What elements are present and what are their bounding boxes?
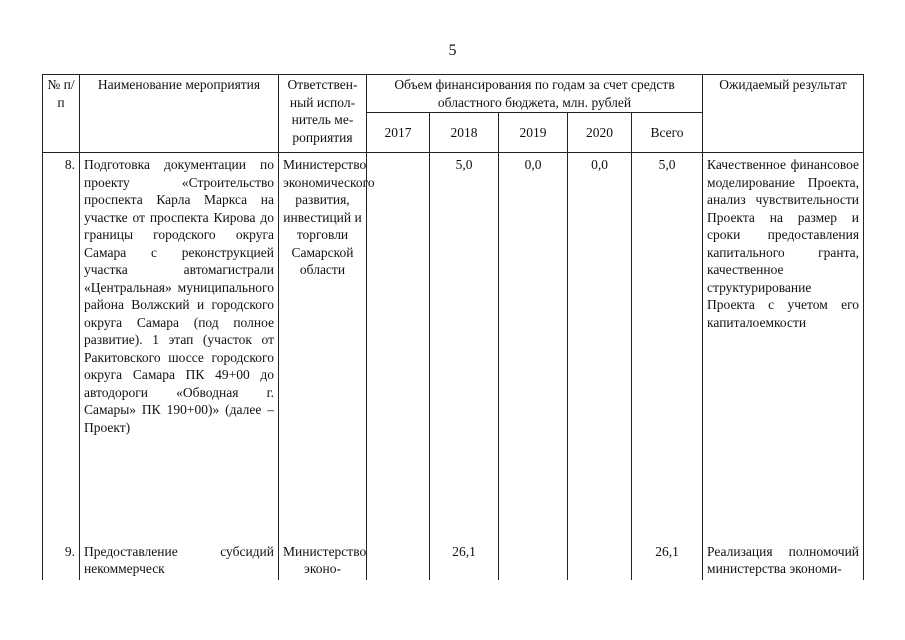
row-expected-result: Качественное финансовое моделирование Проекта, анализ чувствительности Проекта на размер и сроки предоставления капитального гранта, качественное структурирование Проекта с учетом его капиталоемкости: [703, 153, 864, 540]
header-name: Наименование мероприятия: [80, 75, 279, 153]
row-responsible: Министерство экономического развития, инвестиций и торговли Самарской области: [279, 153, 367, 540]
header-responsible: Ответствен-ный испол-нитель ме-роприятия: [279, 75, 367, 153]
header-year-2018: 2018: [430, 113, 499, 153]
page-number: 5: [448, 42, 457, 59]
row-activity-name: Предоставление субсидий некоммерческ: [80, 540, 279, 580]
header-year-2019: 2019: [499, 113, 568, 153]
header-year-2017: 2017: [367, 113, 430, 153]
row-value-2019: 0,0: [499, 153, 568, 540]
table-row: [43, 540, 864, 580]
row-value-2018: 26,1: [430, 540, 499, 580]
row-activity-name: Подготовка документации по проекту «Строительство проспекта Карла Маркса на участке от проспекта Кирова до границы городского округа Самара с реконструкцией участка автомагистрали «Центральная» муниципального района Волжский и городского округа Самара (под полное развитие). 1 этап (участок от Ракитовского шоссе городского округа Самара ПК 49+00 до автодороги «Обводная г. Самары» ПК 190+00)» (далее – Проект): [80, 153, 279, 540]
row-responsible: Министерство эконо-: [279, 540, 367, 580]
header-num: № п/п: [43, 75, 80, 153]
row-value-2017: [367, 153, 430, 540]
header-funding: Объем финансирования по годам за счет средств областного бюджета, млн. рублей: [367, 75, 703, 113]
header-row: [43, 75, 864, 113]
table-row: [43, 153, 864, 540]
row-value-2020: [568, 540, 632, 580]
header-total: Всего: [632, 113, 703, 153]
header-result: Ожидаемый результат: [703, 75, 864, 153]
row-value-2018: 5,0: [430, 153, 499, 540]
row-value-total: 5,0: [632, 153, 703, 540]
budget-table: [42, 74, 864, 580]
row-value-2017: [367, 540, 430, 580]
row-value-2019: [499, 540, 568, 580]
row-expected-result: Реализация полномочий министерства экономи-: [703, 540, 864, 580]
row-number: 8.: [43, 153, 80, 540]
header-year-2020: 2020: [568, 113, 632, 153]
row-number: 9.: [43, 540, 80, 580]
row-value-total: 26,1: [632, 540, 703, 580]
row-value-2020: 0,0: [568, 153, 632, 540]
